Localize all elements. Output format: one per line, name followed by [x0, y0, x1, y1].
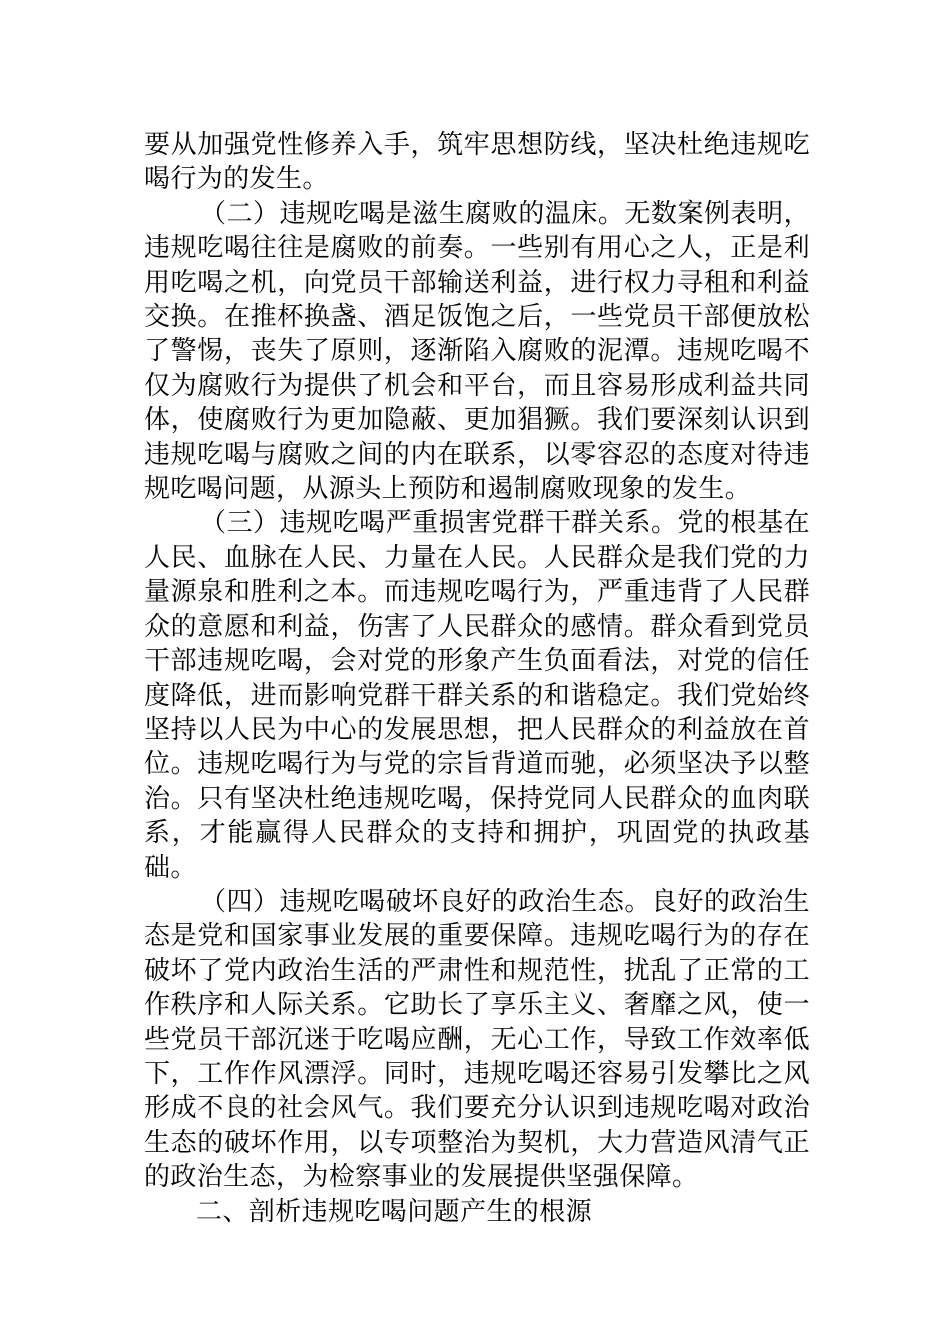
paragraph-section-two: （二）违规吃喝是滋生腐败的温床。无数案例表明，违规吃喝往往是腐败的前奏。一些别有用心之人，正是利用吃喝之机，向党员干部输送利益，进行权力寻租和利益交换。在推杯换盏、酒足饭饱之后，一些党员干部便放松了警惕，丧失了原则，逐渐陷入腐败的泥潭。违规吃喝不仅为腐败行为提供了机会和平台，而且容易形成利益共同体，使腐败行为更加隐蔽、更加猖獗。我们要深刻认识到违规吃喝与腐败之间的内在联系，以零容忍的态度对待违规吃喝问题，从源头上预防和遏制腐败现象的发生。 [144, 198, 810, 505]
paragraph-section-three: （三）违规吃喝严重损害党群干群关系。党的根基在人民、血脉在人民、力量在人民。人民群众是我们党的力量源泉和胜利之本。而违规吃喝行为，严重违背了人民群众的意愿和利益，伤害了人民群众的感情。群众看到党员干部违规吃喝，会对党的形象产生负面看法，对党的信任度降低，进而影响党群干群关系的和谐稳定。我们党始终坚持以人民为中心的发展思想，把人民群众的利益放在首位。违规吃喝行为与党的宗旨背道而驰，必须坚决予以整治。只有坚决杜绝违规吃喝，保持党同人民群众的血肉联系，才能赢得人民群众的支持和拥护，巩固党的执政基础。 [144, 508, 810, 883]
document-body [144, 128, 810, 1229]
paragraph-section-four: （四）违规吃喝破坏良好的政治生态。良好的政治生态是党和国家事业发展的重要保障。违规吃喝行为的存在破坏了党内政治生活的严肃性和规范性，扰乱了正常的工作秩序和人际关系。它助长了享乐主义、奢靡之风，使一些党员干部沉迷于吃喝应酬，无心工作，导致工作效率低下，工作作风漂浮。同时，违规吃喝还容易引发攀比之风形成不良的社会风气。我们要充分认识到违规吃喝对政治生态的破坏作用，以专项整治为契机，大力营造风清气正的政治生态，为检察事业的发展提供坚强保障。 [144, 886, 810, 1193]
section-heading: 二、剖析违规吃喝问题产生的根源 [196, 1196, 593, 1227]
paragraph-continuation: 要从加强党性修养入手，筑牢思想防线，坚决杜绝违规吃喝行为的发生。 [144, 130, 810, 195]
